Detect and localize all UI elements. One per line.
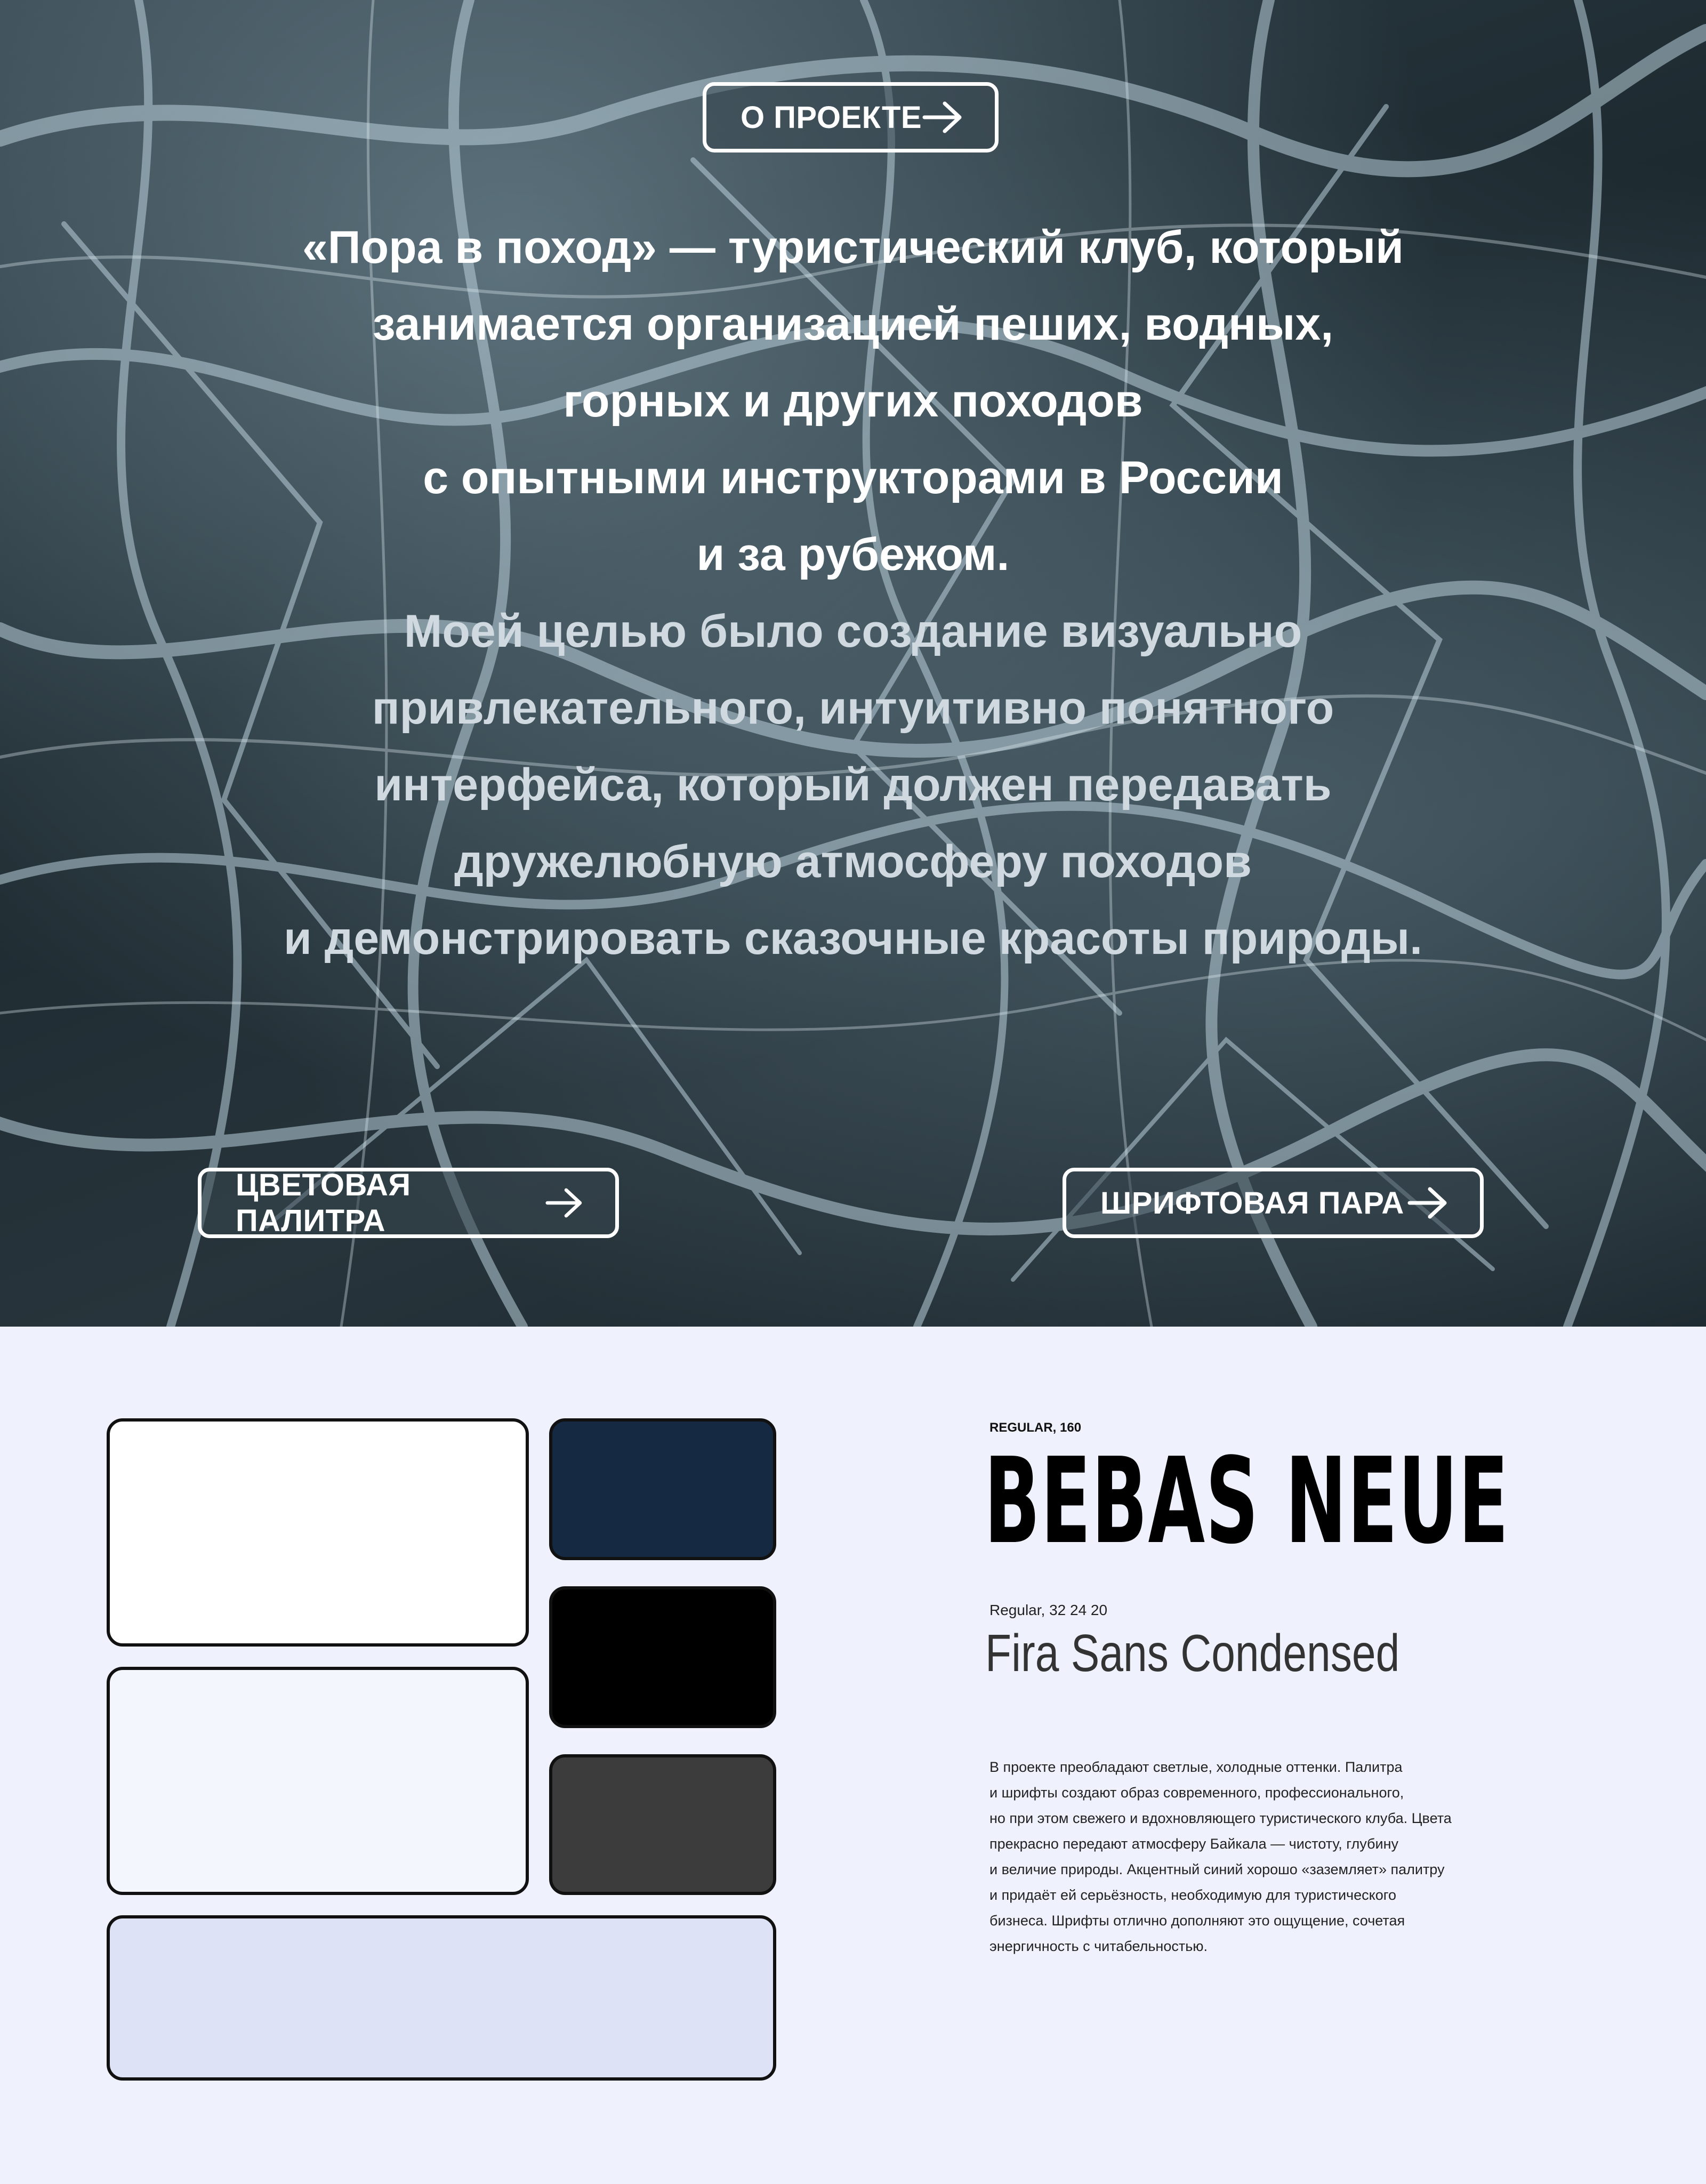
intro-line: «Пора в поход» — туристический клуб, который xyxy=(302,222,1404,273)
swatch-lavender xyxy=(107,1915,776,2081)
swatch-navy xyxy=(549,1418,776,1560)
arrow-right-icon xyxy=(922,101,963,133)
primary-font-sample: BEBAS NEUE xyxy=(984,1433,1509,1570)
style-description xyxy=(989,1754,1523,1959)
swatch-white xyxy=(107,1418,529,1647)
color-palette-button[interactable] xyxy=(198,1168,619,1238)
intro-line: занимается организацией пеших, водных, xyxy=(372,299,1334,350)
arrow-right-icon xyxy=(1407,1187,1448,1219)
secondary-font-caption: Regular, 32 24 20 xyxy=(989,1602,1108,1618)
swatch-gray xyxy=(549,1754,776,1895)
description-line: и величие природы. Акцентный синий хорошо «заземляет» палитру xyxy=(989,1861,1445,1877)
description-line: бизнеса. Шрифты отлично дополняют это ощущение, сочетая xyxy=(989,1913,1405,1929)
intro-line: и за рубежом. xyxy=(696,529,1010,580)
secondary-font-sample: Fira Sans Condensed xyxy=(985,1624,1400,1682)
description-line: и придаёт ей серьёзность, необходимую для туристического xyxy=(989,1887,1397,1903)
goal-line: привлекательного, интуитивно понятного xyxy=(372,682,1334,734)
font-pair-button-label: ШРИФТОВАЯ ПАРА xyxy=(1100,1185,1404,1221)
swatch-light xyxy=(107,1667,529,1895)
swatch-black xyxy=(549,1586,776,1728)
description-line: прекрасно передают атмосферу Байкала — чистоту, глубину xyxy=(989,1836,1398,1852)
description-line: В проекте преобладают светлые, холодные оттенки. Палитра xyxy=(989,1759,1403,1775)
about-project-button[interactable] xyxy=(703,82,999,152)
arrow-right-icon xyxy=(545,1187,583,1219)
description-line: и шрифты создают образ современного, профессионального, xyxy=(989,1785,1404,1801)
goal-line: Моей целью было создание визуально xyxy=(404,606,1302,657)
description-line: энергичность с читабельностью. xyxy=(989,1938,1208,1954)
primary-font-caption: REGULAR, 160 xyxy=(989,1420,1082,1435)
goal-line: и демонстрировать сказочные красоты природы. xyxy=(284,913,1422,964)
description-line: но при этом свежего и вдохновляющего туристического клуба. Цвета xyxy=(989,1810,1452,1826)
goal-line: интерфейса, который должен передавать xyxy=(374,759,1332,810)
intro-line: с опытными инструкторами в России xyxy=(423,452,1283,503)
color-palette-button-label: ЦВЕТОВАЯ ПАЛИТРА xyxy=(236,1168,411,1238)
intro-line: горных и других походов xyxy=(563,375,1143,427)
about-project-button-label: О ПРОЕКТЕ xyxy=(741,100,922,135)
goal-line: дружелюбную атмосферу походов xyxy=(454,836,1252,887)
project-description xyxy=(213,209,1493,977)
font-pair-button[interactable] xyxy=(1063,1168,1484,1238)
